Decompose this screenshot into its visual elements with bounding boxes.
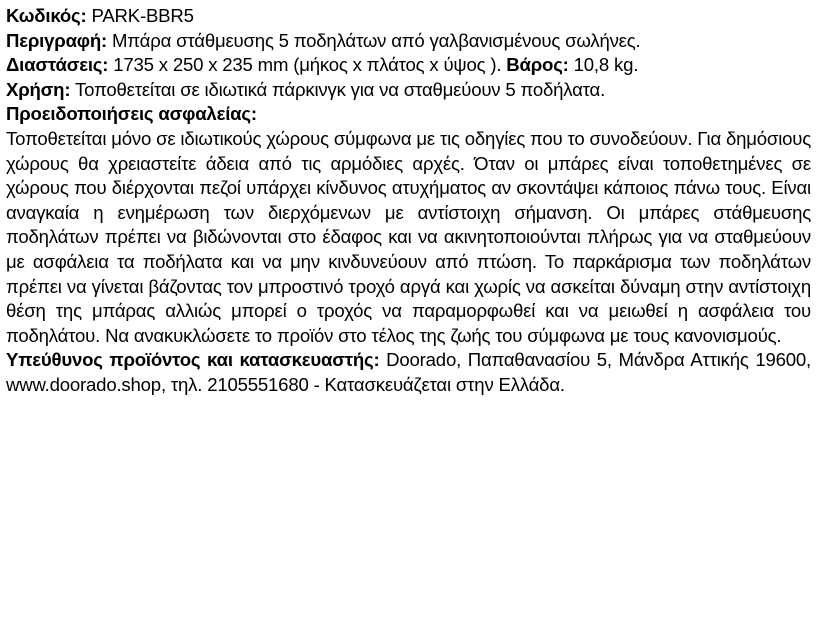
weight-value: 10,8 kg. [568, 54, 639, 76]
code-value: PARK-BBR5 [86, 5, 194, 26]
description-line [6, 29, 811, 54]
description-value: Μπάρα στάθμευσης 5 ποδηλάτων από γαλβανισμένους σωλήνες. [107, 29, 641, 51]
code-line [6, 4, 811, 29]
dimensions-line [6, 53, 811, 78]
manufacturer-label: Υπεύθυνος προϊόντος και κατασκευαστής: [6, 349, 380, 371]
description-label: Περιγραφή: [6, 29, 108, 51]
dimensions-label: Διαστάσεις: [6, 54, 109, 76]
usage-label: Χρήση: [6, 78, 71, 100]
code-label: Κωδικός: [6, 5, 87, 26]
dimensions-value: 1735 x 250 x 235 mm (μήκος x πλάτος x ύψος ). [108, 54, 507, 76]
safety-text: Τοποθετείται μόνο σε ιδιωτικούς χώρους σύμφωνα με τις οδηγίες που το συνοδεύουν. Για δημόσιους χώρους θα χρειαστείτε άδεια από τις αρμόδιες αρχές. Όταν οι μπάρες είναι τοποθετημένες σε χώρους που διέρχονται πεζοί υπάρχει κίνδυνος ατυχήματος αν σκοντάψει κάποιος πάνω τους. Είναι αναγκαία η ενημέρωση των διερχόμενων με αντίστοιχη σήμανση. Οι μπάρες στάθμευσης ποδηλάτων πρέπει να βιδώνονται στο έδαφος και να ακινητοποιούνται πλήρως για να σταθμεύουν με ασφάλεια τα ποδήλατα και να μην κινδυνεύουν από πτώση. Το παρκάρισμα των ποδηλάτων πρέπει να γίνεται βάζοντας τον μπροστινό τροχό αργά και χωρίς να ασκείται δύναμη στην αντίστοιχη θέση της μπάρας αλλιώς μπορεί ο τροχός να παραμορφωθεί και να μειωθεί η ασφάλεια του ποδηλάτου. Να ανακυκλώσετε το προϊόν στο τέλος της ζωής του σύμφωνα με τους κανονισμούς. [6, 127, 812, 346]
manufacturer-value: Doorado, Παπαθανασίου 5, Μάνδρα Αττικής 19600, www.doorado.shop, τηλ. 2105551680 - Κατασκευάζεται στην Ελλάδα. [6, 349, 811, 395]
manufacturer-paragraph [6, 348, 811, 397]
weight-label: Βάρος: [506, 54, 569, 76]
product-label-document [6, 4, 811, 398]
usage-line [6, 78, 811, 103]
safety-heading: Προειδοποιήσεις ασφαλείας: [6, 103, 257, 125]
usage-value: Τοποθετείται σε ιδιωτικά πάρκινγκ για να σταθμεύουν 5 ποδήλατα. [70, 78, 606, 100]
